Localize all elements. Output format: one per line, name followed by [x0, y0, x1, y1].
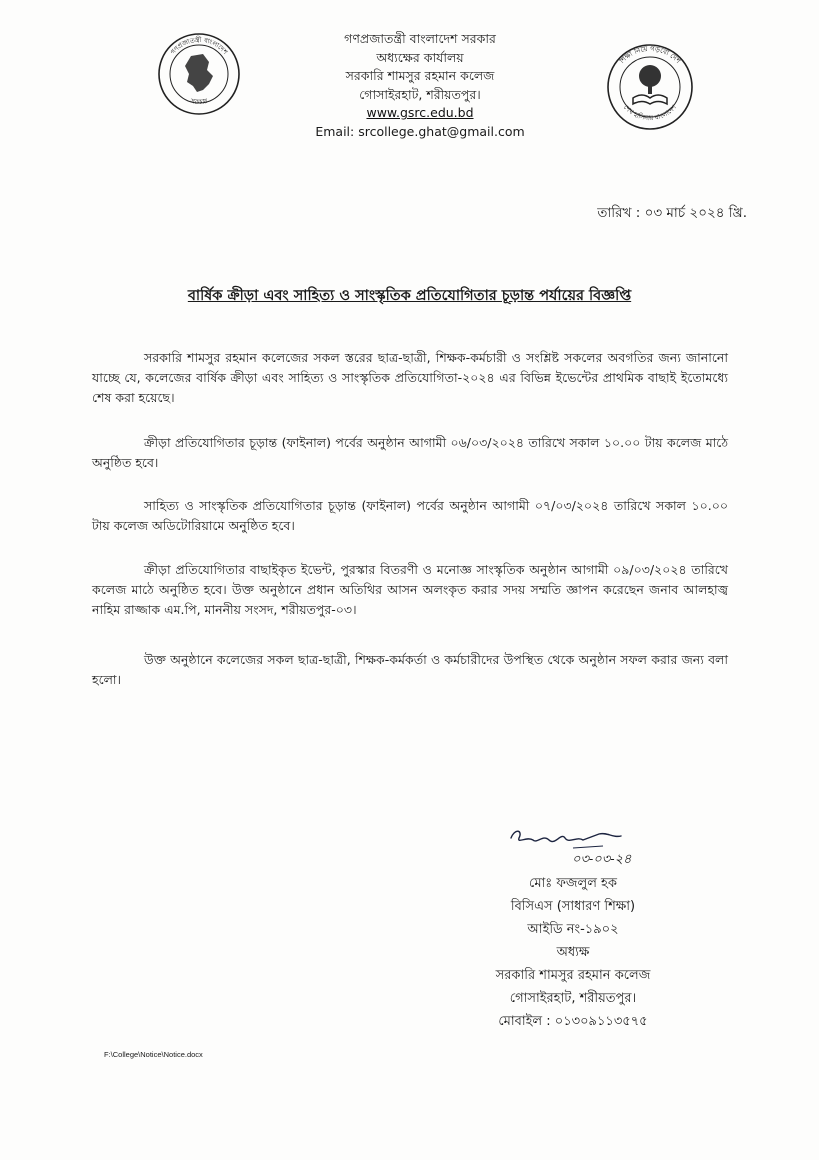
signer-block	[460, 872, 686, 1033]
letterhead-address: গোসাইরহাট, শরীয়তপুর।	[359, 86, 481, 102]
signer-name: মোঃ ফজলুল হক	[529, 876, 617, 891]
signer-mobile: মোবাইল : ০১৩০৯১১৩৫৭৫	[498, 1014, 648, 1029]
svg-text:সরকার: সরকার	[189, 96, 209, 107]
signer-address: গোসাইরহাট, শরীয়তপুর।	[509, 991, 637, 1006]
signer-id: আইডি নং-১৯০২	[527, 922, 619, 937]
notice-paragraph: উক্ত অনুষ্ঠানে কলেজের সকল ছাত্র-ছাত্রী, শিক্ষক-কর্মকর্তা ও কর্মচারীদের উপস্থিত থেকে অনুষ্ঠান সফল করার জন্য বলা হলো।	[92, 652, 728, 687]
notice-paragraph: ক্রীড়া প্রতিযোগিতার চূড়ান্ত (ফাইনাল) পর্বের অনুষ্ঠান আগামী ০৬/০৩/২০২৪ তারিখে সকাল ১০.০০ টায় কলেজ মাঠে অনুষ্ঠিত হবে।	[92, 435, 728, 470]
signer-designation: অধ্যক্ষ	[556, 945, 590, 960]
svg-text:গণপ্রজাতন্ত্রী বাংলাদেশ: গণপ্রজাতন্ত্রী বাংলাদেশ	[168, 35, 230, 56]
email-line: Email: srcollege.ghat@gmail.com	[315, 123, 525, 139]
notice-paragraph: সাহিত্য ও সাংস্কৃতিক প্রতিযোগিতার চূড়ান্ত (ফাইনাল) পর্বের অনুষ্ঠান আগামী ০৭/০৩/২০২৪ তারিখে সকাল ১০.০০ টায় কলেজ অডিটোরিয়ামে অনুষ্ঠিত হবে।	[92, 498, 728, 533]
letterhead-college: সরকারি শামসুর রহমান কলেজ	[345, 68, 495, 84]
svg-text:শেখ হাসিনার বাংলাদেশ: শেখ হাসিনার বাংলাদেশ	[621, 103, 679, 123]
letterhead-government: গণপ্রজাতন্ত্রী বাংলাদেশ সরকার	[344, 31, 496, 46]
college-seal-icon	[605, 42, 695, 132]
signer-institution: সরকারি শামসুর রহমান কলেজ	[495, 968, 651, 983]
letterhead-office: অধ্যক্ষের কার্যালয়	[376, 49, 464, 65]
document-file-path: F:\College\Notice\Notice.docx	[104, 1050, 203, 1059]
signature-date: ০৩-০৩-২৪	[572, 852, 632, 867]
signer-cadre: বিসিএস (সাধারণ শিক্ষা)	[510, 899, 636, 914]
svg-text:শিক্ষা নিয়ে গড়বো দেশ: শিক্ষা নিয়ে গড়বো দেশ	[618, 44, 682, 66]
notice-date: তারিখ : ০৩ মার্চ ২০২৪ খ্রি.	[597, 205, 747, 221]
notice-paragraph: সরকারি শামসুর রহমান কলেজের সকল স্তরের ছাত্র-ছাত্রী, শিক্ষক-কর্মচারী ও সংশ্লিষ্ট সকলের অবগতির জন্য জানানো যাচ্ছে যে, কলেজের বার্ষিক ক্রীড়া এবং সাহিত্য ও সাংস্কৃতিক প্রতিযোগিতা-২০২৪ এর বিভিন্ন ইভেন্টের প্রাথমিক বাছাই ইতোমধ্যে শেষ করা হয়েছে।	[92, 350, 728, 405]
website-link[interactable]: www.gsrc.edu.bd	[366, 105, 474, 121]
notice-paragraph: ক্রীড়া প্রতিযোগিতার বাছাইকৃত ইভেন্ট, পুরস্কার বিতরণী ও মনোজ্ঞ সাংস্কৃতিক অনুষ্ঠান আগামী ০৯/০৩/২০২৪ তারিখে কলেজ মাঠে অনুষ্ঠিত হবে। উক্ত অনুষ্ঠানে প্রধান অতিথির আসন অলংকৃত করার সদয় সম্মতি জ্ঞাপন করেছেন জনাব আলহাজ্ব নাহিম রাজ্জাক এম.পি, মাননীয় সংসদ, শরীয়তপুর-০৩।	[92, 562, 728, 617]
letterhead	[250, 30, 590, 142]
notice-title: বার্ষিক ক্রীড়া এবং সাহিত্য ও সাংস্কৃতিক প্রতিযোগিতার চূড়ান্ত পর্যায়ের বিজ্ঞপ্তি	[187, 288, 632, 304]
government-seal-icon	[157, 32, 241, 116]
